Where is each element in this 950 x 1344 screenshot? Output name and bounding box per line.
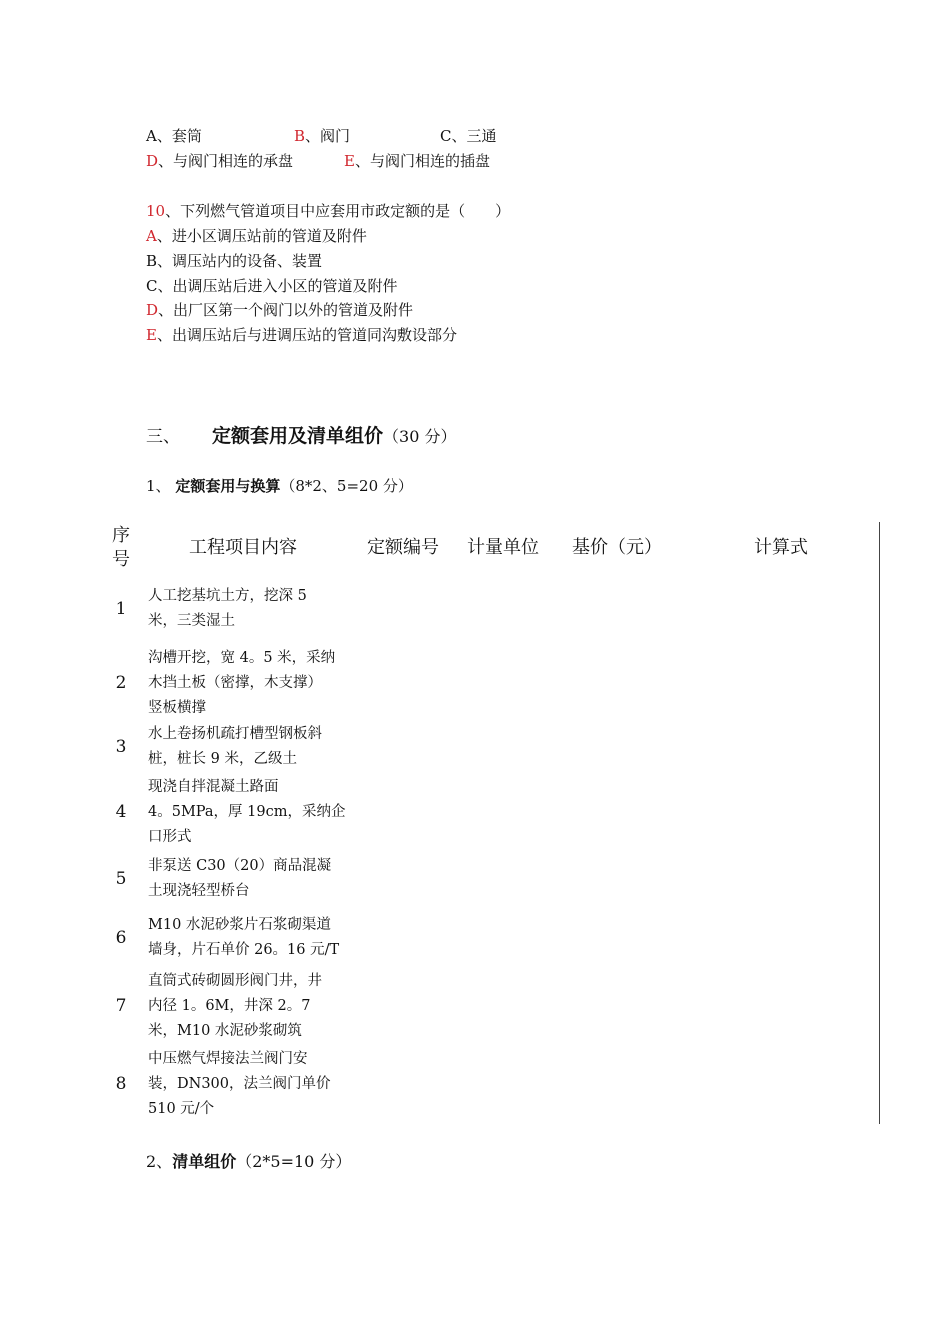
option-b: B、阀门 [294, 127, 351, 145]
header-quota-no: 定额编号 [367, 537, 439, 558]
subsection-1-heading: 1、 定额套用与换算（8*2、5=20 分） [146, 477, 413, 495]
table-right-border [879, 522, 880, 1124]
q9-options-row1 [146, 126, 546, 146]
row-number: 1 [115, 599, 127, 619]
header-seq: 序 号 [112, 525, 130, 570]
row-content: 沟槽开挖，宽 4。5 米，采纳 木挡土板（密撑，木支撑） 竖板横撑 [148, 650, 336, 716]
header-content: 工程项目内容 [189, 537, 297, 558]
option-e: E、与阀门相连的插盘 [344, 152, 490, 170]
q10-option-e: E、出调压站后与进调压站的管道同沟敷设部分 [146, 326, 457, 344]
row-number: 7 [115, 996, 127, 1016]
row-content: 中压燃气焊接法兰阀门安 装，DN300，法兰阀门单价 510 元/个 [148, 1051, 331, 1117]
subsection-2-heading: 2、清单组价（2*5=10 分） [146, 1152, 352, 1171]
section-number: 三、 [146, 427, 180, 447]
row-number: 2 [115, 673, 127, 693]
q9-options-row2 [146, 151, 546, 171]
row-content: 人工挖基坑土方，挖深 5 米，三类湿土 [148, 588, 307, 629]
option-c: C、三通 [440, 127, 497, 145]
row-number: 8 [115, 1074, 127, 1094]
header-unit: 计量单位 [467, 537, 539, 558]
q10-option-b: B、调压站内的设备、装置 [146, 252, 323, 270]
section-title: 定额套用及清单组价（30 分） [212, 425, 457, 447]
row-number: 4 [115, 802, 127, 822]
option-d: D、与阀门相连的承盘 [146, 152, 294, 170]
q10-option-d: D、出厂区第一个阀门以外的管道及附件 [146, 301, 414, 319]
row-content: M10 水泥砂浆片石浆砌渠道 墙身，片石单价 26。16 元/T [148, 917, 340, 958]
row-content: 水上卷扬机疏打槽型钢板斜 桩，桩长 9 米，乙级土 [148, 726, 322, 767]
header-formula: 计算式 [754, 537, 808, 558]
q10-option-c: C、出调压站后进入小区的管道及附件 [146, 277, 398, 295]
row-number: 5 [115, 869, 127, 889]
row-content: 非泵送 C30（20）商品混凝 土现浇轻型桥台 [148, 858, 332, 899]
row-number: 3 [115, 737, 127, 757]
row-number: 6 [115, 928, 127, 948]
row-content: 直筒式砖砌圆形阀门井，井 内径 1。6M，井深 2。7 米，M10 水泥砂浆砌筑 [148, 973, 322, 1039]
row-content: 现浇自拌混凝土路面 4。5MPa，厚 19cm，采纳企 口形式 [148, 779, 346, 845]
option-a: A、套筒 [146, 127, 202, 145]
header-base-price: 基价（元） [572, 537, 662, 558]
q10-stem: 10、下列燃气管道项目中应套用市政定额的是（ ） [146, 202, 511, 220]
q10-option-a: A、进小区调压站前的管道及附件 [146, 227, 367, 245]
